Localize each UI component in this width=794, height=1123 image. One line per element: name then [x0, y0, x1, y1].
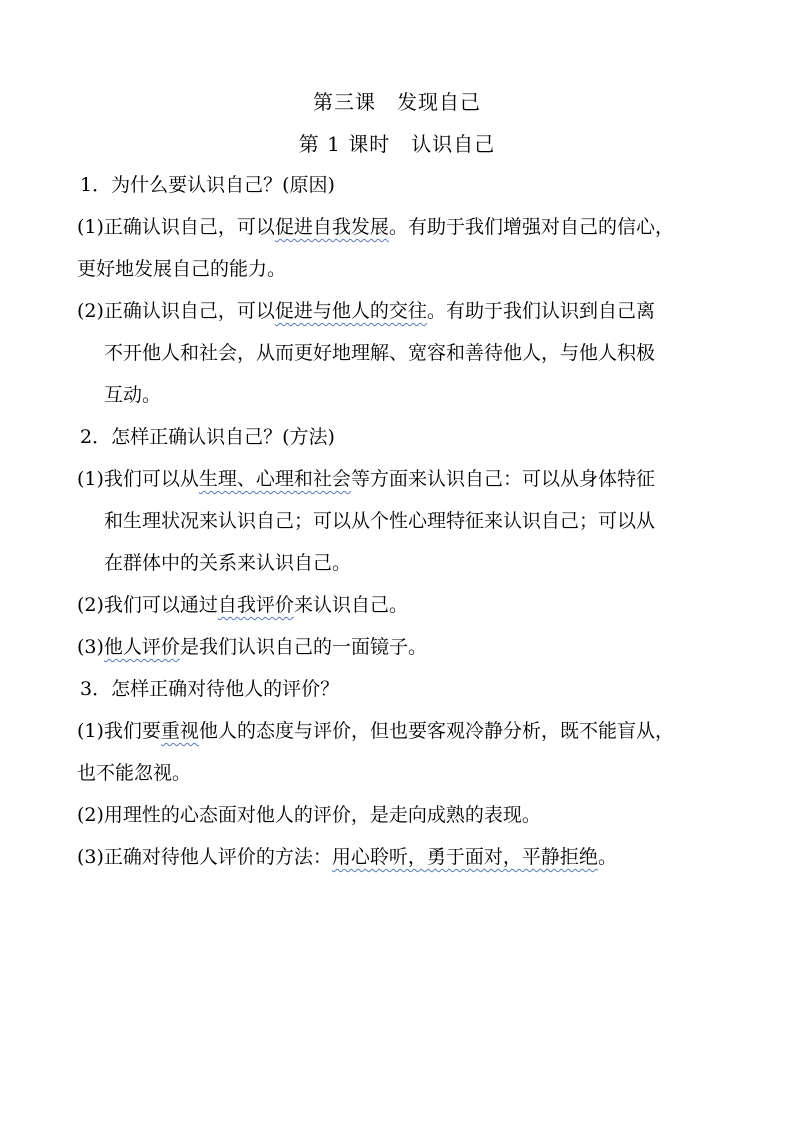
- q3-answer-3: [77, 842, 617, 869]
- q2-answer-1-line-1: [77, 464, 655, 491]
- q2-a2-prefix: (2)我们可以通过: [77, 594, 218, 616]
- question-1-heading: 1．为什么要认识自己？(原因): [80, 174, 335, 196]
- q1-answer-2-line-3: 互动。: [104, 384, 162, 406]
- q2-answer-2: [77, 590, 408, 617]
- q2-a1-keypoint: 生理、心理和社会: [198, 468, 351, 490]
- q2-a2-rest: 来认识自己。: [293, 594, 408, 616]
- q2-a3-rest: 是我们认识自己的一面镜子。: [179, 636, 427, 658]
- q3-a1-prefix: (1)我们要: [77, 720, 161, 742]
- q1-a1-prefix: (1)正确认识自己，可以: [77, 216, 275, 238]
- lesson-title: 第三课 发现自己: [313, 90, 481, 114]
- q1-answer-2-line-1: [77, 296, 655, 323]
- q3-a3-prefix: (3)正确对待他人评价的方法：: [77, 846, 332, 868]
- q1-answer-1-line-2: 更好地发展自己的能力。: [77, 258, 287, 280]
- q2-answer-1-line-2: 和生理状况来认识自己；可以从个性心理特征来认识自己；可以从: [104, 510, 656, 532]
- q3-answer-1-line-2: 也不能忽视。: [77, 762, 192, 784]
- q3-answer-2: (2)用理性的心态面对他人的评价，是走向成熟的表现。: [77, 804, 541, 826]
- question-2-heading: 2．怎样正确认识自己？(方法): [80, 426, 335, 448]
- q1-answer-2-line-2: 不开他人和社会，从而更好地理解、宽容和善待他人，与他人积极: [104, 342, 656, 364]
- q2-answer-3: [77, 632, 427, 659]
- q2-a2-keypoint: 自我评价: [217, 594, 294, 616]
- q1-a2-prefix: (2)正确认识自己，可以: [77, 300, 275, 322]
- q3-a1-rest: 他人的态度与评价，但也要客观冷静分析，既不能盲从，: [198, 720, 674, 742]
- q2-a3-keypoint: 他人评价: [103, 636, 180, 658]
- q1-a2-rest: 。有助于我们认识到自己离: [426, 300, 655, 322]
- q2-answer-1-line-3: 在群体中的关系来认识自己。: [104, 552, 352, 574]
- q3-a1-keypoint: 重视: [160, 720, 199, 742]
- q3-a3-keypoint: 用心聆听，勇于面对，平静拒绝: [331, 846, 598, 868]
- q1-a1-rest: 。有助于我们增强对自己的信心，: [388, 216, 674, 238]
- lesson-subtitle: 第 1 课时 认识自己: [298, 132, 496, 156]
- q2-a3-prefix: (3): [77, 636, 104, 658]
- q3-answer-1-line-1: [77, 716, 674, 743]
- q2-a1-prefix: (1)我们可以从: [77, 468, 199, 490]
- q2-a1-rest: 等方面来认识自己：可以从身体特征: [350, 468, 655, 490]
- question-3-heading: 3．怎样正确对待他人的评价？: [80, 678, 340, 700]
- q1-a2-keypoint: 促进与他人的交往: [274, 300, 427, 322]
- q3-a3-rest: 。: [597, 846, 617, 868]
- q1-a1-keypoint: 促进自我发展: [274, 216, 389, 238]
- q1-answer-1-line-1: [77, 212, 674, 239]
